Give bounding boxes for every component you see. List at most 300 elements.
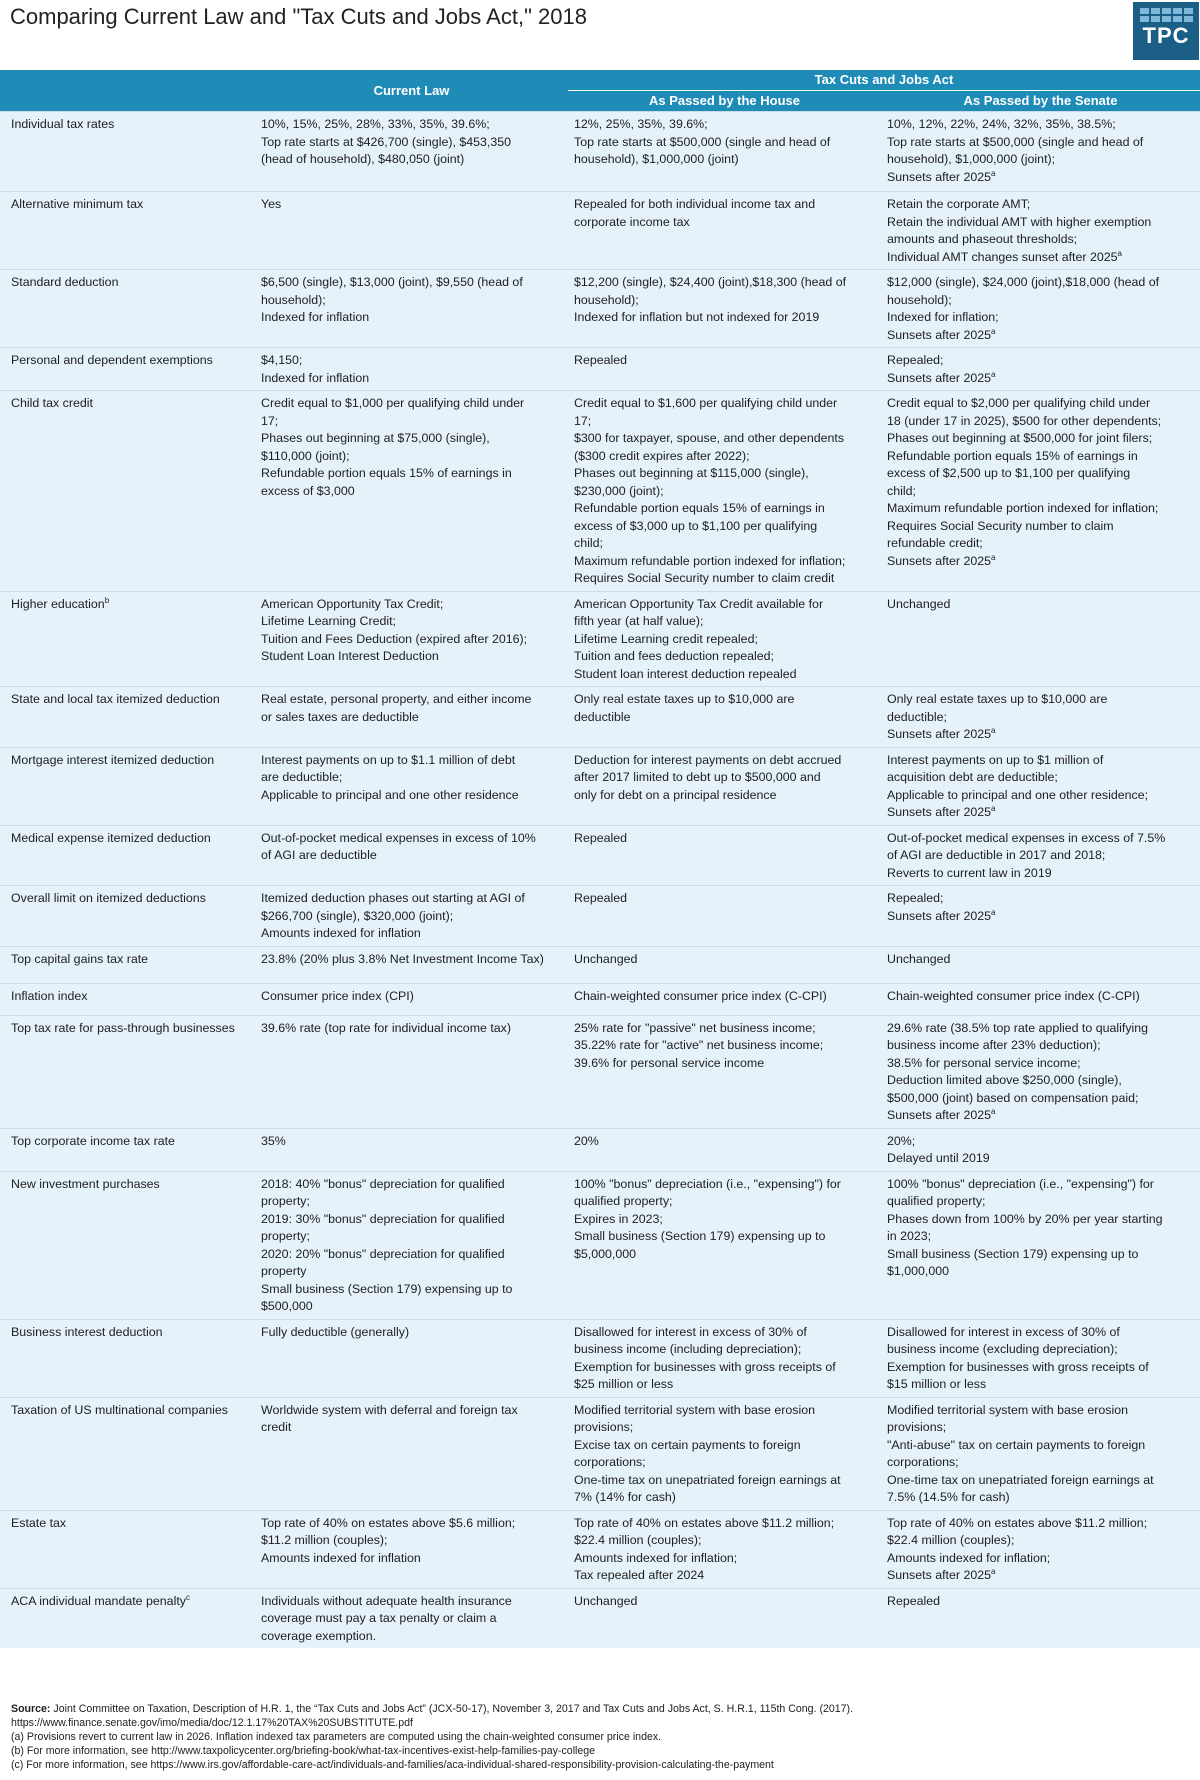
current-line: Applicable to principal and one other residence [261, 787, 519, 802]
house-line: 7% (14% for cash) [574, 1490, 676, 1504]
house-cell [568, 1510, 881, 1588]
senate-cell [881, 1319, 1200, 1397]
row-label-cell [0, 270, 255, 348]
current-cell [255, 1171, 568, 1319]
current-line: Top rate of 40% on estates above $5.6 million; [261, 1515, 516, 1530]
senate-cell [881, 1171, 1200, 1319]
current-cell [255, 270, 568, 348]
header-house: As Passed by the House [568, 91, 881, 112]
row-label: Child tax credit [11, 396, 93, 410]
header-current-law: Current Law [255, 70, 568, 112]
comparison-table [0, 70, 1200, 1648]
senate-line: qualified property; [887, 1194, 986, 1208]
row-label-cell [0, 825, 255, 886]
row-label: Estate tax [11, 1515, 67, 1530]
current-line: property [261, 1264, 307, 1278]
senate-cell [881, 747, 1200, 825]
senate-cell [881, 825, 1200, 886]
house-line: deductible [574, 709, 631, 724]
row-label: Mortgage interest itemized deduction [11, 752, 215, 767]
table-row [0, 1510, 1200, 1588]
senate-line: corporations; [887, 1455, 959, 1469]
current-line: 10%, 15%, 25%, 28%, 33%, 35%, 39.6%; [261, 117, 490, 131]
row-label-cell [0, 687, 255, 748]
row-label-cell [0, 747, 255, 825]
table-row [0, 1397, 1200, 1510]
source-note [11, 1702, 1191, 1716]
current-line: 17; [261, 413, 279, 428]
current-line: $11.2 million (couples); [261, 1533, 388, 1547]
senate-line: $1,000,000 [887, 1264, 950, 1278]
house-line: Repealed [574, 891, 628, 905]
current-line: coverage must pay a tax penalty or claim a [261, 1611, 497, 1625]
senate-line: Top rate starts at $500,000 (single and head of [887, 134, 1144, 149]
house-line: 25% rate for "passive" net business income; [574, 1020, 816, 1035]
house-cell [568, 946, 881, 983]
table-body [0, 112, 1200, 1649]
table-row [0, 747, 1200, 825]
logo-grid-icon [1133, 8, 1199, 22]
senate-line: Disallowed for interest in excess of 30% of [887, 1324, 1120, 1339]
senate-line: Top rate of 40% on estates above $11.2 million; [887, 1515, 1148, 1530]
senate-line: Exemption for businesses with gross receipts of [887, 1359, 1149, 1374]
senate-cell [881, 192, 1200, 270]
current-cell [255, 983, 568, 1015]
senate-line: business income (excluding depreciation); [887, 1342, 1118, 1356]
line-text: Sunsets after 2025 [887, 908, 992, 923]
house-line: 12%, 25%, 35%, 39.6%; [574, 117, 708, 131]
table-row [0, 270, 1200, 348]
senate-line: 20%; [887, 1133, 916, 1148]
senate-cell [881, 1510, 1200, 1588]
house-line: Credit equal to $1,600 per qualifying child under [574, 396, 838, 410]
current-cell [255, 747, 568, 825]
house-cell [568, 687, 881, 748]
house-line: Modified territorial system with base erosion [574, 1402, 816, 1417]
house-cell [568, 112, 881, 192]
current-cell [255, 1319, 568, 1397]
current-line: Out-of-pocket medical expenses in excess of 10% [261, 830, 536, 845]
senate-line: Amounts indexed for inflation; [887, 1550, 1051, 1565]
senate-line: Maximum refundable portion indexed for inflation; [887, 501, 1159, 515]
senate-line: acquisition debt are deductible; [887, 770, 1058, 784]
senate-line: Interest payments on up to $1 million of [887, 752, 1104, 767]
table-row [0, 983, 1200, 1015]
row-label: Top corporate income tax rate [11, 1133, 175, 1148]
senate-line: Indexed for inflation; [887, 310, 999, 324]
footnote-marker: a [991, 1566, 996, 1576]
line-text: Sunsets after 2025 [887, 553, 992, 568]
row-label: Medical expense itemized deduction [11, 830, 211, 845]
row-label-cell [0, 192, 255, 270]
row-label-cell [0, 1510, 255, 1588]
senate-cell [881, 946, 1200, 983]
row-label-cell [0, 391, 255, 592]
row-label-cell [0, 1319, 255, 1397]
current-line: Small business (Section 179) expensing up to [261, 1281, 513, 1296]
house-line: Lifetime Learning credit repealed; [574, 631, 758, 646]
current-cell [255, 1397, 568, 1510]
current-line: $4,150; [261, 353, 303, 367]
footnote-b: (b) For more information, see http://www.taxpolicycenter.org/briefing-book/what-tax-incentives-exist-help-families-pay-college [11, 1745, 596, 1757]
row-label-cell [0, 1128, 255, 1171]
senate-line: Retain the corporate AMT; [887, 197, 1031, 211]
current-line: Credit equal to $1,000 per qualifying child under [261, 396, 525, 410]
row-label: Inflation index [11, 988, 88, 1003]
senate-line: Chain-weighted consumer price index (C-CPI) [887, 988, 1140, 1003]
house-cell [568, 747, 881, 825]
house-cell [568, 886, 881, 947]
senate-line: 7.5% (14.5% for cash) [887, 1490, 1010, 1504]
row-label-cell [0, 1588, 255, 1648]
row-label-cell [0, 348, 255, 391]
senate-line: in 2023; [887, 1229, 932, 1243]
house-line: Repealed for both individual income tax and [574, 197, 816, 211]
house-line: Tuition and fees deduction repealed; [574, 649, 774, 663]
house-line: Phases out beginning at $115,000 (single), [574, 466, 809, 480]
footnote-marker: a [991, 803, 996, 813]
senate-line: Deduction limited above $250,000 (single), [887, 1073, 1122, 1087]
senate-cell [881, 886, 1200, 947]
footnote-marker: a [991, 1106, 996, 1116]
current-cell [255, 192, 568, 270]
senate-line [887, 1567, 1196, 1585]
house-line: One-time tax on unepatriated foreign earnings at [574, 1472, 841, 1487]
house-line: Unchanged [574, 951, 638, 966]
house-line: Requires Social Security number to claim credit [574, 571, 835, 585]
current-cell [255, 687, 568, 748]
current-line: $266,700 (single), $320,000 (joint); [261, 908, 454, 923]
house-line: $25 million or less [574, 1377, 674, 1391]
senate-cell [881, 1015, 1200, 1128]
house-line: Unchanged [574, 1593, 638, 1608]
senate-line: of AGI are deductible in 2017 and 2018; [887, 848, 1106, 862]
senate-line [887, 553, 1196, 571]
table-row [0, 687, 1200, 748]
house-cell [568, 192, 881, 270]
current-line: Tuition and Fees Deduction (expired after 2016); [261, 631, 528, 646]
line-text: Sunsets after 2025 [887, 169, 992, 184]
row-label: Higher education [11, 596, 105, 611]
row-label-footnote-marker: b [104, 595, 110, 605]
table-row [0, 1015, 1200, 1128]
senate-line: Repealed [887, 1593, 941, 1608]
senate-line: Modified territorial system with base erosion [887, 1402, 1129, 1417]
senate-cell [881, 591, 1200, 687]
tpc-logo-icon [1133, 2, 1199, 60]
current-line: household); [261, 292, 326, 307]
senate-line: Delayed until 2019 [887, 1151, 990, 1165]
house-cell [568, 391, 881, 592]
current-line: are deductible; [261, 770, 343, 784]
current-cell [255, 391, 568, 592]
row-label-cell [0, 886, 255, 947]
senate-cell [881, 1128, 1200, 1171]
senate-line: 29.6% rate (38.5% top rate applied to qualifying [887, 1020, 1149, 1035]
house-line: excess of $3,000 up to $1,100 per qualifying [574, 518, 818, 533]
house-line: 100% "bonus" depreciation (i.e., "expensing") for [574, 1176, 841, 1191]
senate-line: Repealed; [887, 353, 944, 367]
table-row [0, 1588, 1200, 1648]
senate-line [887, 804, 1196, 822]
house-line: 35.22% rate for "active" net business income; [574, 1038, 824, 1052]
house-line: Top rate starts at $500,000 (single and head of [574, 134, 831, 149]
header-senate: As Passed by the Senate [881, 91, 1200, 112]
page-title: Comparing Current Law and "Tax Cuts and Jobs Act," 2018 [10, 4, 587, 29]
house-line: after 2017 limited to debt up to $500,000 and [574, 770, 821, 784]
current-line: Phases out beginning at $75,000 (single), [261, 431, 490, 445]
table-row [0, 391, 1200, 592]
line-text: Sunsets after 2025 [887, 370, 992, 385]
current-line: Real estate, personal property, and either income [261, 692, 532, 706]
house-line: Only real estate taxes up to $10,000 are [574, 692, 795, 706]
house-cell [568, 825, 881, 886]
current-line: coverage exemption. [261, 1628, 377, 1643]
footnote-marker: a [991, 168, 996, 178]
current-line: (head of household), $480,050 (joint) [261, 152, 465, 166]
house-line: Disallowed for interest in excess of 30% of [574, 1324, 807, 1339]
house-line: $5,000,000 [574, 1246, 637, 1261]
house-line: Maximum refundable portion indexed for inflation; [574, 553, 846, 568]
senate-line [887, 1107, 1196, 1125]
footnote-marker: a [991, 369, 996, 379]
house-line: $22.4 million (couples); [574, 1533, 702, 1547]
house-line: Excise tax on certain payments to foreign [574, 1437, 801, 1452]
house-line: Top rate of 40% on estates above $11.2 million; [574, 1515, 835, 1530]
senate-cell [881, 687, 1200, 748]
house-line: Expires in 2023; [574, 1211, 663, 1226]
house-line: ($300 credit expires after 2022); [574, 448, 750, 463]
row-label: Alternative minimum tax [11, 197, 144, 211]
row-label: Individual tax rates [11, 117, 115, 131]
footer [11, 1702, 1191, 1772]
senate-cell [881, 112, 1200, 192]
row-label-cell [0, 1015, 255, 1128]
senate-line [887, 726, 1196, 744]
row-label: Personal and dependent exemptions [11, 353, 213, 367]
house-line: Repealed [574, 830, 628, 845]
current-cell [255, 1128, 568, 1171]
row-label: Business interest deduction [11, 1324, 163, 1339]
house-line: corporate income tax [574, 214, 690, 229]
senate-cell [881, 391, 1200, 592]
source-url: https://www.finance.senate.gov/imo/media/doc/12.1.17%20TAX%20SUBSTITUTE.pdf [11, 1717, 413, 1729]
house-cell [568, 591, 881, 687]
house-line: household); [574, 292, 639, 307]
house-line: Deduction for interest payments on debt accrued [574, 752, 842, 767]
house-cell [568, 1397, 881, 1510]
table-row [0, 112, 1200, 192]
house-line: 17; [574, 413, 592, 428]
source-label: Source: [11, 1703, 51, 1715]
senate-line: Repealed; [887, 891, 944, 905]
current-line: Indexed for inflation [261, 310, 370, 324]
row-label: State and local tax itemized deduction [11, 692, 220, 706]
house-cell [568, 348, 881, 391]
senate-line [887, 908, 1196, 926]
senate-line: amounts and phaseout thresholds; [887, 232, 1078, 246]
line-text: Sunsets after 2025 [887, 805, 992, 819]
table-row [0, 1128, 1200, 1171]
senate-line: $15 million or less [887, 1377, 987, 1391]
house-cell [568, 1319, 881, 1397]
current-line: 2020: 20% "bonus" depreciation for qualified [261, 1246, 505, 1261]
current-cell [255, 112, 568, 192]
senate-line [887, 169, 1196, 187]
row-label-cell [0, 946, 255, 983]
senate-line: Credit equal to $2,000 per qualifying child under [887, 396, 1151, 410]
house-line: Small business (Section 179) expensing up to [574, 1229, 826, 1243]
line-text: Individual AMT changes sunset after 2025 [887, 249, 1118, 264]
current-line: property; [261, 1194, 310, 1208]
table-row [0, 192, 1200, 270]
house-cell [568, 1128, 881, 1171]
house-cell [568, 983, 881, 1015]
house-line: 20% [574, 1133, 599, 1148]
current-line: excess of $3,000 [261, 483, 355, 498]
senate-line: Only real estate taxes up to $10,000 are [887, 692, 1108, 706]
house-line: $300 for taxpayer, spouse, and other dependents [574, 431, 845, 445]
senate-line: Unchanged [887, 951, 951, 966]
house-line: household), $1,000,000 (joint) [574, 152, 739, 166]
senate-line: 10%, 12%, 22%, 24%, 32%, 35%, 38.5%; [887, 117, 1116, 131]
house-cell [568, 1588, 881, 1648]
row-label-footnote-marker: c [185, 1592, 190, 1602]
row-label-cell [0, 1171, 255, 1319]
senate-line: $12,000 (single), $24,000 (joint),$18,000 (head of [887, 275, 1160, 289]
row-label: Standard deduction [11, 275, 119, 289]
house-cell [568, 270, 881, 348]
house-line: Student loan interest deduction repealed [574, 666, 797, 681]
house-line: business income (including depreciation); [574, 1342, 802, 1356]
house-line: Amounts indexed for inflation; [574, 1550, 738, 1565]
source-text: Joint Committee on Taxation, Description of H.R. 1, the “Tax Cuts and Jobs Act” (JCX-50-17), November 3, 2017 and Tax Cuts and Jobs Act, S. H.R.1, 115th Cong. (2017). [50, 1703, 854, 1715]
current-cell [255, 825, 568, 886]
senate-cell [881, 1588, 1200, 1648]
house-line: fifth year (at half value); [574, 614, 704, 628]
table-row [0, 1319, 1200, 1397]
line-text: Sunsets after 2025 [887, 727, 992, 741]
house-line: $12,200 (single), $24,400 (joint),$18,300 (head of [574, 275, 847, 289]
house-line: Indexed for inflation but not indexed for 2019 [574, 310, 820, 324]
senate-line: household); [887, 292, 952, 307]
senate-line: excess of $2,500 up to $1,100 per qualifying [887, 466, 1131, 480]
footnote-marker: a [1117, 248, 1122, 258]
current-line: American Opportunity Tax Credit; [261, 596, 444, 611]
current-line: Top rate starts at $426,700 (single), $453,350 [261, 134, 512, 149]
house-line: Refundable portion equals 15% of earnings in [574, 501, 825, 515]
header-tcja: Tax Cuts and Jobs Act [568, 70, 1200, 91]
house-line: qualified property; [574, 1194, 673, 1208]
current-line: credit [261, 1420, 292, 1434]
senate-line: household), $1,000,000 (joint); [887, 152, 1056, 166]
house-line: Repealed [574, 353, 628, 367]
senate-line: provisions; [887, 1420, 947, 1434]
house-cell [568, 1171, 881, 1319]
table-row [0, 886, 1200, 947]
table-row [0, 825, 1200, 886]
senate-line: business income after 23% deduction); [887, 1038, 1101, 1052]
house-line: Chain-weighted consumer price index (C-CPI) [574, 988, 827, 1003]
senate-line: Phases out beginning at $500,000 for joint filers; [887, 431, 1153, 445]
house-line: only for debt on a principal residence [574, 787, 777, 802]
senate-cell [881, 270, 1200, 348]
house-line: corporations; [574, 1455, 646, 1469]
current-cell [255, 1510, 568, 1588]
current-line: Individuals without adequate health insurance [261, 1593, 512, 1608]
current-line: Interest payments on up to $1.1 million of debt [261, 752, 516, 767]
line-text: Sunsets after 2025 [887, 327, 992, 342]
row-label-cell [0, 1397, 255, 1510]
current-line: Yes [261, 197, 282, 211]
senate-line: "Anti-abuse" tax on certain payments to foreign [887, 1437, 1146, 1452]
senate-line: 18 (under 17 in 2025), $500 for other dependents; [887, 413, 1162, 428]
current-line: Worldwide system with deferral and foreign tax [261, 1402, 518, 1417]
row-label-cell [0, 112, 255, 192]
row-label-cell [0, 591, 255, 687]
line-text: Sunsets after 2025 [887, 1108, 992, 1122]
current-cell [255, 946, 568, 983]
senate-line: Requires Social Security number to claim [887, 518, 1114, 533]
current-line: Amounts indexed for inflation [261, 1550, 421, 1565]
footnote-marker: a [991, 326, 996, 336]
senate-cell [881, 348, 1200, 391]
current-cell [255, 1588, 568, 1648]
footnote-marker: a [991, 907, 996, 917]
current-line: Consumer price index (CPI) [261, 988, 414, 1003]
current-line: of AGI are deductible [261, 848, 377, 862]
table-row [0, 1171, 1200, 1319]
current-line: Lifetime Learning Credit; [261, 614, 396, 628]
house-line: Exemption for businesses with gross receipts of [574, 1359, 836, 1374]
senate-line [887, 249, 1196, 267]
current-cell [255, 348, 568, 391]
senate-line: refundable credit; [887, 536, 983, 550]
row-label: New investment purchases [11, 1176, 160, 1191]
current-line: 35% [261, 1133, 286, 1148]
current-line: Amounts indexed for inflation [261, 926, 421, 940]
senate-line: $22.4 million (couples); [887, 1533, 1015, 1547]
senate-line: Applicable to principal and one other residence; [887, 787, 1149, 802]
row-label-cell [0, 983, 255, 1015]
current-line: Fully deductible (generally) [261, 1324, 410, 1339]
table-row [0, 946, 1200, 983]
senate-line: Unchanged [887, 596, 951, 611]
senate-cell [881, 1397, 1200, 1510]
senate-line: Phases down from 100% by 20% per year starting [887, 1211, 1163, 1226]
footnote-a: (a) Provisions revert to current law in 2026. Inflation indexed tax parameters are computed using the chain-weighted consumer price index. [11, 1731, 662, 1743]
senate-line: One-time tax on unepatriated foreign earnings at [887, 1472, 1154, 1487]
senate-line: Reverts to current law in 2019 [887, 865, 1052, 880]
current-line: 2019: 30% "bonus" depreciation for qualified [261, 1211, 505, 1226]
current-cell [255, 886, 568, 947]
house-line: $230,000 (joint); [574, 483, 664, 498]
house-line: American Opportunity Tax Credit available for [574, 596, 824, 611]
current-line: 2018: 40% "bonus" depreciation for qualified [261, 1176, 505, 1191]
house-cell [568, 1015, 881, 1128]
senate-line: $500,000 (joint) based on compensation paid; [887, 1090, 1139, 1105]
house-line: provisions; [574, 1420, 634, 1434]
current-cell [255, 591, 568, 687]
header-provision [0, 70, 255, 112]
logo-text: TPC [1142, 23, 1190, 48]
house-line: Tax repealed after 2024 [574, 1568, 705, 1582]
current-line: 39.6% rate (top rate for individual income tax) [261, 1020, 512, 1035]
senate-cell [881, 983, 1200, 1015]
senate-line: 38.5% for personal service income; [887, 1055, 1081, 1070]
row-label: ACA individual mandate penalty [11, 1593, 186, 1608]
senate-line: Refundable portion equals 15% of earnings in [887, 448, 1138, 463]
